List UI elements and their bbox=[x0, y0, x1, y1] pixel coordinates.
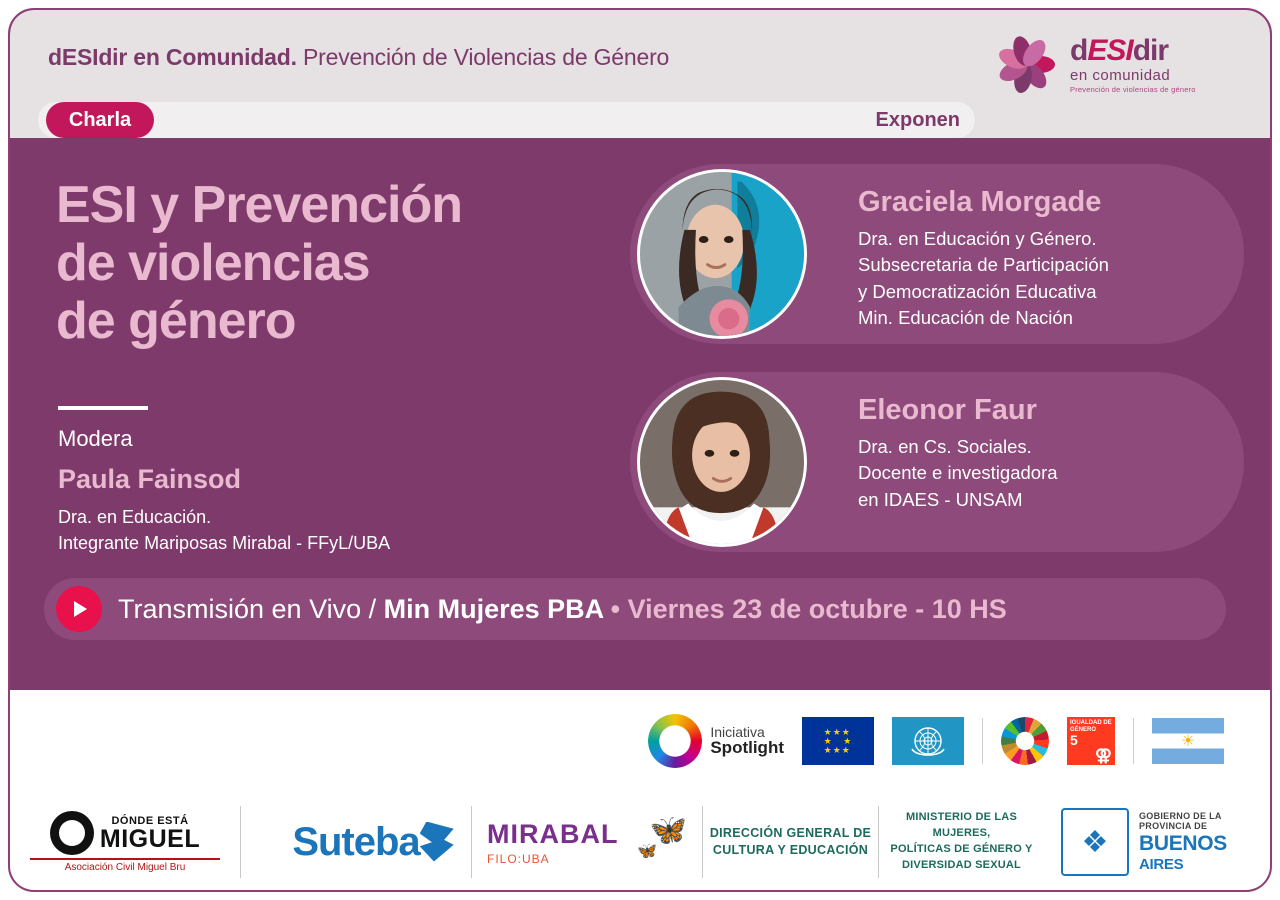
pba-emblem-icon: ❖ bbox=[1061, 808, 1129, 876]
main-body bbox=[10, 138, 1270, 690]
suteba-text: Suteba bbox=[292, 820, 419, 865]
suteba-logo bbox=[241, 820, 471, 865]
speaker-desc-line-2: Docente e investigadora bbox=[858, 462, 1058, 484]
united-nations-logo bbox=[892, 717, 964, 765]
live-stream-text bbox=[118, 594, 1007, 625]
brand-text bbox=[1070, 36, 1196, 94]
un-emblem-icon bbox=[906, 721, 950, 761]
brand-main-esi: ESI bbox=[1087, 34, 1133, 68]
butterfly-icon: 🦋 bbox=[637, 842, 657, 860]
speaker-card bbox=[630, 164, 1244, 344]
pba-line-1: GOBIERNO DE LA bbox=[1138, 810, 1222, 821]
divider bbox=[982, 718, 983, 764]
minmuj-line-2: POLÍTICAS DE GÉNERO Y bbox=[890, 843, 1033, 855]
dgcye-line-1: DIRECCIÓN GENERAL DE bbox=[709, 825, 872, 840]
argentina-flag bbox=[1152, 718, 1224, 764]
modera-label: Modera bbox=[58, 426, 133, 451]
youtube-icon[interactable] bbox=[56, 586, 102, 632]
spotlight-line-1: Iniciativa bbox=[710, 723, 765, 740]
spotlight-ring-icon bbox=[648, 714, 702, 768]
charla-bar bbox=[38, 102, 975, 138]
speaker-desc-line-3: en IDAES - UNSAM bbox=[858, 488, 1023, 510]
moderator-desc-line-2: Integrante Mariposas Mirabal - FFyL/UBA bbox=[58, 533, 391, 554]
avatar bbox=[637, 377, 807, 547]
speaker-description bbox=[858, 434, 1058, 513]
divider bbox=[58, 406, 148, 410]
live-stream-bar bbox=[44, 578, 1226, 640]
exponen-label: Exponen bbox=[875, 109, 960, 131]
footer-institution-logos bbox=[10, 794, 1270, 890]
header bbox=[10, 10, 1270, 138]
title-line-2: de violencias bbox=[56, 234, 370, 293]
speaker-name: Graciela Morgade bbox=[858, 186, 1102, 218]
speaker-desc-line-3: y Democratización Educativa bbox=[858, 280, 1097, 302]
brand-tagline: Prevención de violencias de género bbox=[1070, 85, 1196, 95]
avatar bbox=[637, 169, 807, 339]
page-title bbox=[56, 176, 462, 351]
header-title-bold: dESIdir en Comunidad. bbox=[48, 44, 297, 70]
live-date: • Viernes 23 de octubre - 10 HS bbox=[603, 593, 1007, 624]
moderator-desc-line-1: Dra. en Educación. bbox=[58, 507, 212, 527]
mirabal-logo bbox=[472, 813, 702, 866]
live-channel: Min Mujeres PBA bbox=[383, 593, 604, 624]
brand-logo bbox=[990, 24, 1240, 106]
mirabal-title: MIRABAL bbox=[487, 818, 619, 849]
header-title-rest: Prevención de Violencias de Género bbox=[296, 44, 670, 70]
charla-badge: Charla bbox=[46, 102, 154, 138]
butterfly-icon: 🦋 bbox=[649, 813, 687, 847]
footer bbox=[10, 690, 1270, 892]
flower-icon bbox=[990, 29, 1062, 101]
minmuj-line-3: DIVERSIDAD SEXUAL bbox=[902, 858, 1021, 871]
divider bbox=[1133, 718, 1134, 764]
sdg5-number: 5 bbox=[1070, 732, 1078, 749]
miguel-bru-logo bbox=[10, 811, 240, 873]
bird-icon bbox=[420, 822, 454, 862]
minmuj-line-1: MINISTERIO DE LAS MUJERES, bbox=[906, 811, 1017, 840]
footer-partner-logos bbox=[10, 700, 1270, 782]
sdg-wheel-logo bbox=[1001, 717, 1049, 765]
spotlight-logo bbox=[648, 714, 784, 768]
brand-main-pre: d bbox=[1070, 34, 1088, 68]
pba-line-2: PROVINCIA DE bbox=[1138, 821, 1208, 832]
speaker-card bbox=[630, 372, 1244, 552]
bru-line-2: MIGUEL bbox=[99, 824, 201, 853]
bru-line-1: DÓNDE ESTÁ bbox=[111, 814, 189, 827]
poster-frame bbox=[8, 8, 1272, 892]
graciela-morgade-photo bbox=[640, 172, 804, 336]
brand-sub: en comunidad bbox=[1070, 67, 1171, 85]
moderator-name: Paula Fainsod bbox=[58, 464, 242, 494]
sdg5-symbol-icon: ⚢ bbox=[1094, 746, 1112, 766]
brand-main-post: dir bbox=[1132, 34, 1169, 68]
title-line-1: ESI y Prevención bbox=[56, 176, 462, 234]
eleonor-faur-photo bbox=[640, 380, 804, 544]
dgcye-logo bbox=[703, 825, 878, 860]
sdg5-title: IGUALDAD DE GÉNERO bbox=[1070, 720, 1112, 733]
live-prefix: Transmisión en Vivo / bbox=[118, 593, 384, 624]
title-line-3: de género bbox=[56, 292, 296, 351]
speaker-description bbox=[858, 226, 1109, 331]
speaker-name: Eleonor Faur bbox=[858, 394, 1037, 426]
mirabal-subtitle: FILO:UBA bbox=[487, 851, 550, 866]
pba-line-4: AIRES bbox=[1138, 855, 1184, 873]
speaker-desc-line-2: Subsecretaria de Participación bbox=[858, 254, 1109, 276]
speaker-desc-line-4: Min. Educación de Nación bbox=[858, 306, 1073, 328]
face-icon bbox=[50, 811, 94, 855]
eu-stars-icon: ★★★ ★ ★ ★★★ bbox=[823, 726, 853, 755]
header-title bbox=[48, 44, 669, 71]
sdg-5-gender-equality bbox=[1067, 717, 1115, 765]
brand-main bbox=[1070, 36, 1196, 66]
bru-line-3: Asociación Civil Miguel Bru bbox=[30, 858, 220, 873]
buenos-aires-government-logo bbox=[1044, 808, 1244, 876]
dgcye-line-2: CULTURA Y EDUCACIÓN bbox=[712, 843, 869, 857]
spotlight-line-2: Spotlight bbox=[710, 738, 784, 758]
ministerio-mujeres-logo bbox=[879, 810, 1044, 874]
speaker-desc-line-1: Dra. en Cs. Sociales. bbox=[858, 436, 1032, 457]
speaker-desc-line-1: Dra. en Educación y Género. bbox=[858, 228, 1097, 249]
european-union-flag bbox=[802, 717, 874, 765]
pba-line-3: BUENOS bbox=[1138, 831, 1228, 855]
sun-of-may-icon: ☀ bbox=[1180, 733, 1196, 750]
moderator-description bbox=[58, 504, 390, 556]
